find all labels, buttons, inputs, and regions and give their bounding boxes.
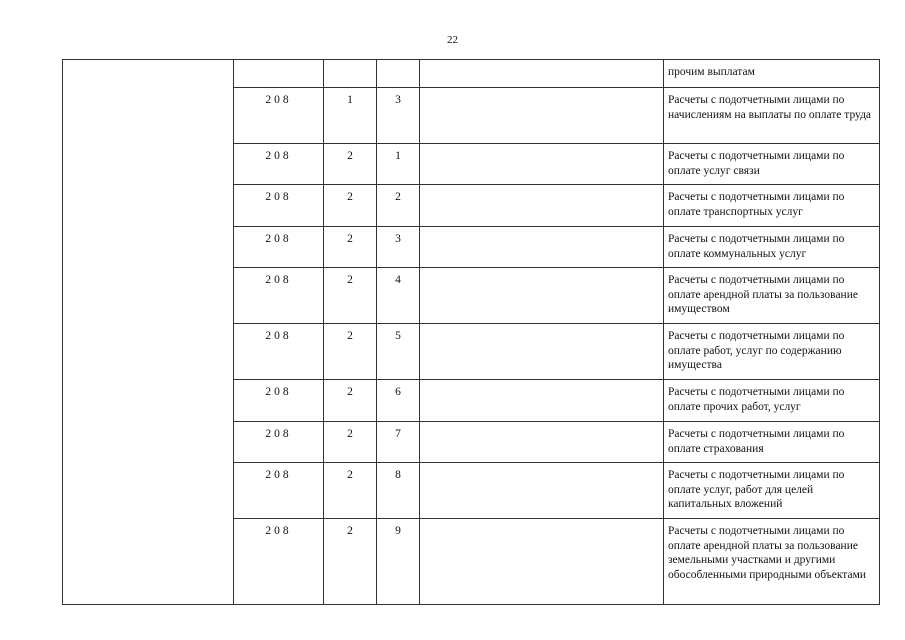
item-cell: 8: [377, 463, 420, 519]
item-cell: 4: [377, 268, 420, 324]
code-cell: 208: [234, 324, 324, 380]
table-row: [63, 60, 880, 88]
group-cell: 2: [324, 422, 377, 463]
group-cell: 2: [324, 268, 377, 324]
code-cell: 208: [234, 422, 324, 463]
blank-cell: [420, 519, 664, 605]
code-cell: 208: [234, 268, 324, 324]
blank-cell: [420, 88, 664, 144]
page-number: 22: [447, 34, 458, 46]
code-cell: 208: [234, 519, 324, 605]
group-cell: 2: [324, 324, 377, 380]
code-cell: 208: [234, 227, 324, 268]
description-cell: Расчеты с подотчетными лицами по оплате услуг, работ для целей капитальных вложений: [664, 463, 880, 519]
code-cell: 208: [234, 144, 324, 185]
code-cell: [234, 60, 324, 88]
description-cell: Расчеты с подотчетными лицами по оплате работ, услуг по содержанию имущества: [664, 324, 880, 380]
group-cell: 1: [324, 88, 377, 144]
description-cell: Расчеты с подотчетными лицами по оплате коммунальных услуг: [664, 227, 880, 268]
item-cell: 9: [377, 519, 420, 605]
item-cell: [377, 60, 420, 88]
blank-cell: [420, 380, 664, 422]
code-cell: 208: [234, 185, 324, 227]
blank-cell: [420, 227, 664, 268]
description-cell: Расчеты с подотчетными лицами по оплате услуг связи: [664, 144, 880, 185]
item-cell: 7: [377, 422, 420, 463]
blank-cell: [420, 185, 664, 227]
blank-cell: [420, 60, 664, 88]
group-cell: 2: [324, 463, 377, 519]
group-cell: 2: [324, 227, 377, 268]
description-cell: Расчеты с подотчетными лицами по оплате арендной платы за пользование имуществом: [664, 268, 880, 324]
group-cell: 2: [324, 380, 377, 422]
description-cell: Расчеты с подотчетными лицами по начислениям на выплаты по оплате труда: [664, 88, 880, 144]
description-cell: Расчеты с подотчетными лицами по оплате транспортных услуг: [664, 185, 880, 227]
blank-cell: [420, 422, 664, 463]
blank-cell: [420, 268, 664, 324]
description-cell: Расчеты с подотчетными лицами по оплате страхования: [664, 422, 880, 463]
item-cell: 3: [377, 227, 420, 268]
group-cell: 2: [324, 519, 377, 605]
accounts-table: [62, 59, 880, 605]
item-cell: 3: [377, 88, 420, 144]
blank-cell: [420, 324, 664, 380]
item-cell: 1: [377, 144, 420, 185]
group-cell: [324, 60, 377, 88]
item-cell: 6: [377, 380, 420, 422]
group-cell: 2: [324, 144, 377, 185]
item-cell: 2: [377, 185, 420, 227]
blank-cell: [420, 463, 664, 519]
blank-cell: [420, 144, 664, 185]
item-cell: 5: [377, 324, 420, 380]
left-merged-cell: [63, 60, 234, 605]
description-cell: Расчеты с подотчетными лицами по оплате прочих работ, услуг: [664, 380, 880, 422]
code-cell: 208: [234, 88, 324, 144]
description-cell: Расчеты с подотчетными лицами по оплате арендной платы за пользование земельными участками и другими обособленными природными объектами: [664, 519, 880, 605]
code-cell: 208: [234, 380, 324, 422]
group-cell: 2: [324, 185, 377, 227]
description-cell: прочим выплатам: [664, 60, 880, 88]
code-cell: 208: [234, 463, 324, 519]
